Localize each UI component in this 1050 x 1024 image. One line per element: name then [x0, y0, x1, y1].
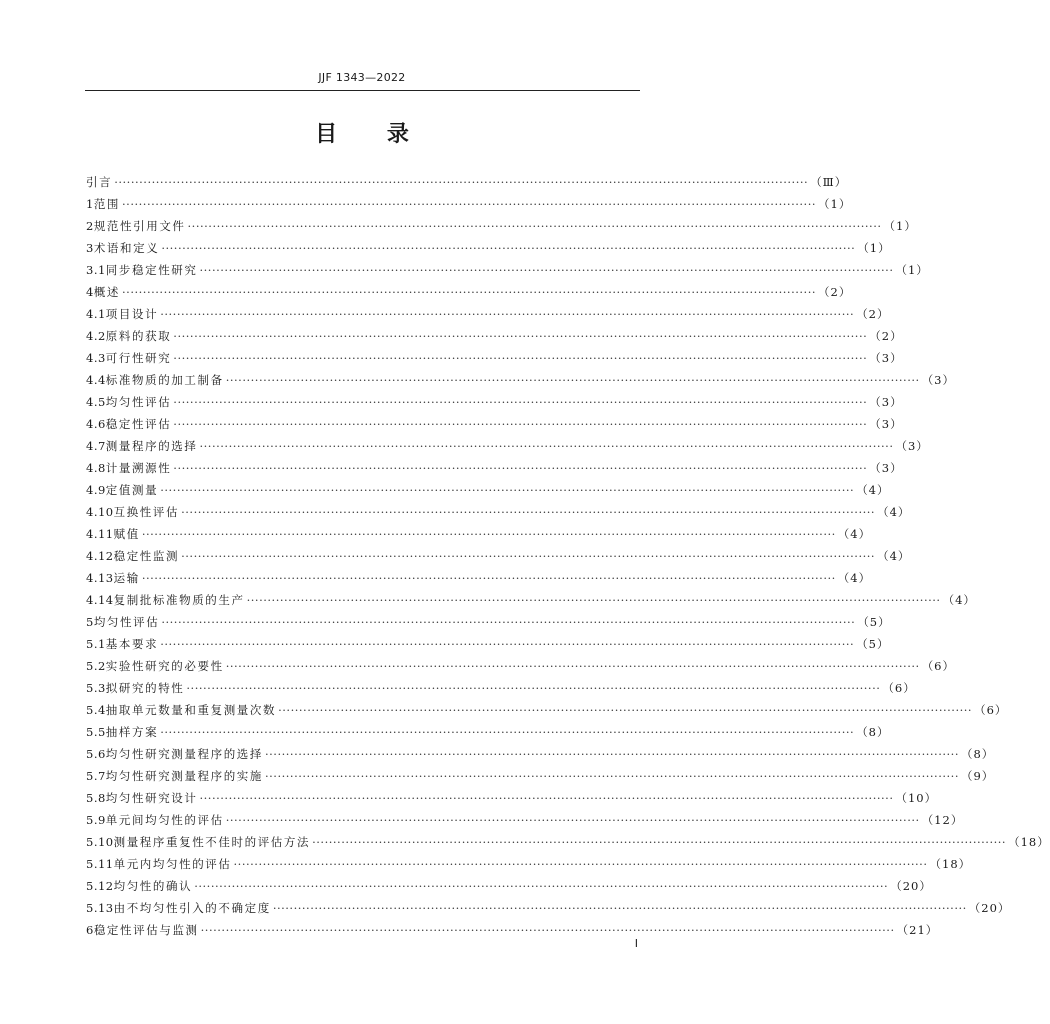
- toc-leader-dots: ·······································································································································································: [141, 527, 836, 541]
- toc-entry-number: 5.10: [86, 835, 114, 849]
- toc-entry-title: 稳定性评估: [105, 417, 172, 431]
- toc-leader-dots: ·······································································································································································: [160, 483, 855, 497]
- toc-entry-title: 单元间均匀性的评估: [105, 813, 224, 827]
- toc-leader-dots: ·······································································································································································: [122, 197, 817, 211]
- toc-entry[interactable]: [86, 765, 995, 787]
- toc-entry-page: （5）: [856, 637, 890, 651]
- toc-entry[interactable]: [86, 831, 1050, 853]
- toc-leader-dots: ·······································································································································································: [173, 329, 868, 343]
- toc-entry-page: （5）: [857, 615, 891, 629]
- toc-entry-page: （8）: [856, 725, 890, 739]
- toc-entry-page: （4）: [877, 549, 911, 563]
- toc-entry-title: 均匀性研究测量程序的实施: [105, 769, 263, 783]
- toc-entry-title: 互换性评估: [113, 505, 180, 519]
- toc-entry-number: 4.11: [86, 527, 114, 541]
- toc-leader-dots: ·······································································································································································: [181, 505, 876, 519]
- toc-entry-number: 5.3: [86, 681, 106, 695]
- toc-entry-page: （20）: [890, 879, 932, 893]
- toc-title: 目 录: [315, 121, 409, 147]
- toc-leader-dots: ·······································································································································································: [199, 263, 894, 277]
- toc-entry-page: （3）: [869, 417, 903, 431]
- toc-entry[interactable]: [86, 611, 891, 633]
- toc-entry-title: 均匀性的确认: [113, 879, 193, 893]
- page-number: I: [634, 937, 638, 950]
- toc-entry-page: （6）: [882, 681, 916, 695]
- toc-leader-dots: ·······································································································································································: [173, 351, 868, 365]
- toc-leader-dots: ·······································································································································································: [161, 615, 856, 629]
- toc-entry-title: 引言: [86, 175, 113, 189]
- toc-entry-title: 项目设计: [105, 307, 159, 321]
- toc-entry[interactable]: [86, 545, 911, 567]
- toc-entry-page: （18）: [929, 857, 972, 871]
- toc-entry-title: 实验性研究的必要性: [105, 659, 224, 673]
- toc-entry[interactable]: [86, 413, 903, 435]
- toc-entry-title: 定值测量: [105, 483, 159, 497]
- toc-entry-title: 抽取单元数量和重复测量次数: [105, 703, 277, 717]
- header-rule: [85, 90, 640, 91]
- toc-leader-dots: ·······································································································································································: [173, 395, 868, 409]
- toc-entry[interactable]: [86, 589, 976, 611]
- toc-entry[interactable]: [86, 809, 964, 831]
- toc-leader-dots: ·······································································································································································: [141, 571, 836, 585]
- toc-entry-page: （4）: [837, 571, 872, 585]
- toc-entry-title: 复制批标准物质的生产: [113, 593, 245, 607]
- toc-entry-number: 4.2: [86, 329, 106, 343]
- toc-entry-title: 稳定性评估与监测: [93, 923, 199, 937]
- toc-entry-title: 原料的获取: [105, 329, 172, 343]
- toc-entry-number: 5.8: [86, 791, 106, 805]
- toc-entry-page: （3）: [895, 439, 929, 453]
- toc-entry-number: 4.13: [86, 571, 114, 585]
- toc-entry[interactable]: [86, 633, 890, 655]
- toc-entry[interactable]: [86, 699, 1008, 721]
- toc-entry[interactable]: [86, 853, 972, 875]
- toc-entry-number: 4: [86, 285, 94, 299]
- toc-entry-page: （Ⅲ）: [810, 175, 848, 189]
- toc-entry[interactable]: [86, 303, 890, 325]
- toc-entry-title: 拟研究的特性: [105, 681, 185, 695]
- toc-entry[interactable]: [86, 501, 911, 523]
- toc-entry-title: 稳定性监测: [113, 549, 180, 563]
- toc-entry-number: 5.6: [86, 747, 106, 761]
- toc-leader-dots: ·······································································································································································: [265, 769, 959, 783]
- toc-entry-number: 4.8: [86, 461, 106, 475]
- toc-entry-number: 5.11: [86, 857, 114, 871]
- toc-entry[interactable]: [86, 919, 939, 941]
- toc-entry-number: 4.6: [86, 417, 106, 431]
- toc-entry[interactable]: [86, 193, 852, 215]
- toc-entry-title: 计量溯源性: [105, 461, 172, 475]
- toc-entry-title: 由不均匀性引入的不确定度: [113, 901, 271, 915]
- toc-entry-page: （21）: [896, 923, 939, 937]
- toc-leader-dots: ·······································································································································································: [187, 219, 882, 233]
- toc-entry[interactable]: [86, 721, 890, 743]
- toc-entry-title: 标准物质的加工制备: [105, 373, 224, 387]
- toc-entry-number: 5.2: [86, 659, 106, 673]
- toc-entry-number: 5: [86, 615, 94, 629]
- toc-entry-title: 均匀性评估: [93, 615, 160, 629]
- toc-leader-dots: ·······································································································································································: [246, 593, 941, 607]
- toc-entry-page: （3）: [869, 395, 903, 409]
- toc-entry-number: 4.14: [86, 593, 114, 607]
- toc-leader-dots: ·······································································································································································: [194, 879, 889, 893]
- toc-entry-page: （1）: [895, 263, 929, 277]
- toc-entry-title: 同步稳定性研究: [105, 263, 198, 277]
- toc-entry-page: （3）: [869, 351, 903, 365]
- toc-leader-dots: ·······································································································································································: [225, 813, 920, 827]
- toc-entry[interactable]: [86, 237, 891, 259]
- toc-entry-title: 抽样方案: [105, 725, 159, 739]
- toc-entry-number: 5.4: [86, 703, 106, 717]
- toc-leader-dots: ·······································································································································································: [160, 637, 855, 651]
- toc-entry-title: 规范性引用文件: [93, 219, 186, 233]
- toc-entry-title: 赋值: [113, 527, 140, 541]
- toc-entry-title: 基本要求: [105, 637, 159, 651]
- toc-entry[interactable]: [86, 171, 848, 193]
- toc-entry-title: 均匀性评估: [105, 395, 172, 409]
- toc-leader-dots: ·······································································································································································: [225, 659, 920, 673]
- toc-leader-dots: ·······································································································································································: [181, 549, 876, 563]
- toc-entry-number: 5.12: [86, 879, 114, 893]
- toc-leader-dots: ·······································································································································································: [272, 901, 967, 915]
- toc-entry[interactable]: [86, 523, 872, 545]
- toc-entry-number: 3.1: [86, 263, 106, 277]
- toc-entry-page: （9）: [960, 769, 995, 783]
- toc-entry[interactable]: [86, 897, 1011, 919]
- toc-entry-number: 4.9: [86, 483, 106, 497]
- toc-entry[interactable]: [86, 391, 903, 413]
- toc-entry-number: 4.1: [86, 307, 106, 321]
- toc-entry-number: 4.5: [86, 395, 106, 409]
- toc-entry-page: （20）: [968, 901, 1011, 915]
- toc-entry-number: 2: [86, 219, 94, 233]
- toc-entry-number: 5.1: [86, 637, 106, 651]
- toc-entry-title: 单元内均匀性的评估: [113, 857, 232, 871]
- toc-entry-number: 1: [86, 197, 94, 211]
- toc-entry[interactable]: [86, 215, 917, 237]
- toc-entry-title: 均匀性研究设计: [105, 791, 198, 805]
- toc-entry-number: 4.10: [86, 505, 114, 519]
- toc-entry[interactable]: [86, 677, 916, 699]
- toc-entry-number: 4.12: [86, 549, 114, 563]
- toc-entry-page: （3）: [921, 373, 956, 387]
- toc-entry-number: 4.4: [86, 373, 106, 387]
- toc-leader-dots: ·······································································································································································: [114, 175, 809, 189]
- toc-leader-dots: ·······································································································································································: [225, 373, 920, 387]
- toc-entry-page: （4）: [877, 505, 911, 519]
- toc-entry[interactable]: [86, 743, 995, 765]
- toc-leader-dots: ·······································································································································································: [173, 461, 868, 475]
- toc-entry-page: （1）: [818, 197, 852, 211]
- toc-entry[interactable]: [86, 479, 890, 501]
- toc-entry-page: （10）: [895, 791, 938, 805]
- toc-entry-number: 5.9: [86, 813, 106, 827]
- document-code-header: JJF 1343—2022: [318, 71, 406, 84]
- toc-entry-page: （4）: [856, 483, 890, 497]
- toc-leader-dots: ·······································································································································································: [199, 439, 894, 453]
- toc-leader-dots: ·······································································································································································: [199, 791, 894, 805]
- toc-leader-dots: ·······································································································································································: [278, 703, 973, 717]
- toc-entry-title: 可行性研究: [105, 351, 172, 365]
- toc-entry-number: 5.5: [86, 725, 106, 739]
- toc-entry[interactable]: [86, 567, 872, 589]
- toc-entry-page: （3）: [869, 461, 903, 475]
- toc-entry-number: 6: [86, 923, 94, 937]
- toc-leader-dots: ·······································································································································································: [122, 285, 817, 299]
- toc-entry-page: （8）: [960, 747, 995, 761]
- toc-entry-page: （4）: [942, 593, 976, 607]
- toc-entry[interactable]: [86, 369, 956, 391]
- toc-entry-page: （2）: [869, 329, 903, 343]
- toc-entry[interactable]: [86, 655, 956, 677]
- toc-entry-title: 范围: [93, 197, 121, 211]
- toc-leader-dots: ·······································································································································································: [161, 241, 856, 255]
- toc-leader-dots: ·······································································································································································: [160, 307, 855, 321]
- toc-entry[interactable]: [86, 787, 938, 809]
- toc-entry-title: 均匀性研究测量程序的选择: [105, 747, 263, 761]
- toc-leader-dots: ·······································································································································································: [312, 835, 1007, 849]
- toc-entry-number: 4.3: [86, 351, 106, 365]
- toc-entry-page: （18）: [1008, 835, 1050, 849]
- toc-entry-title: 概述: [93, 285, 121, 299]
- toc-entry-title: 测量程序重复性不佳时的评估方法: [113, 835, 311, 849]
- toc-entry[interactable]: [86, 325, 903, 347]
- toc-entry-number: 4.7: [86, 439, 106, 453]
- toc-entry-title: 测量程序的选择: [105, 439, 198, 453]
- toc-entry-page: （2）: [818, 285, 852, 299]
- toc-leader-dots: ·······································································································································································: [233, 857, 928, 871]
- toc-entry-page: （12）: [921, 813, 964, 827]
- table-of-contents: [86, 171, 1050, 941]
- toc-entry-number: 5.13: [86, 901, 114, 915]
- toc-entry-page: （6）: [974, 703, 1008, 717]
- toc-entry-page: （6）: [921, 659, 956, 673]
- toc-leader-dots: ·······································································································································································: [173, 417, 868, 431]
- toc-entry-number: 3: [86, 241, 94, 255]
- toc-entry-number: 5.7: [86, 769, 106, 783]
- toc-entry[interactable]: [86, 347, 903, 369]
- toc-entry[interactable]: [86, 259, 929, 281]
- toc-leader-dots: ·······································································································································································: [265, 747, 959, 761]
- toc-entry[interactable]: [86, 281, 852, 303]
- toc-leader-dots: ·······································································································································································: [200, 923, 895, 937]
- toc-entry[interactable]: [86, 435, 929, 457]
- toc-entry-title: 术语和定义: [93, 241, 160, 255]
- toc-leader-dots: ·······································································································································································: [160, 725, 855, 739]
- toc-entry[interactable]: [86, 875, 932, 897]
- toc-entry-page: （1）: [883, 219, 917, 233]
- toc-entry-page: （4）: [837, 527, 872, 541]
- toc-entry[interactable]: [86, 457, 903, 479]
- toc-entry-page: （2）: [856, 307, 890, 321]
- toc-leader-dots: ·······································································································································································: [186, 681, 881, 695]
- toc-entry-title: 运输: [113, 571, 140, 585]
- toc-entry-page: （1）: [857, 241, 891, 255]
